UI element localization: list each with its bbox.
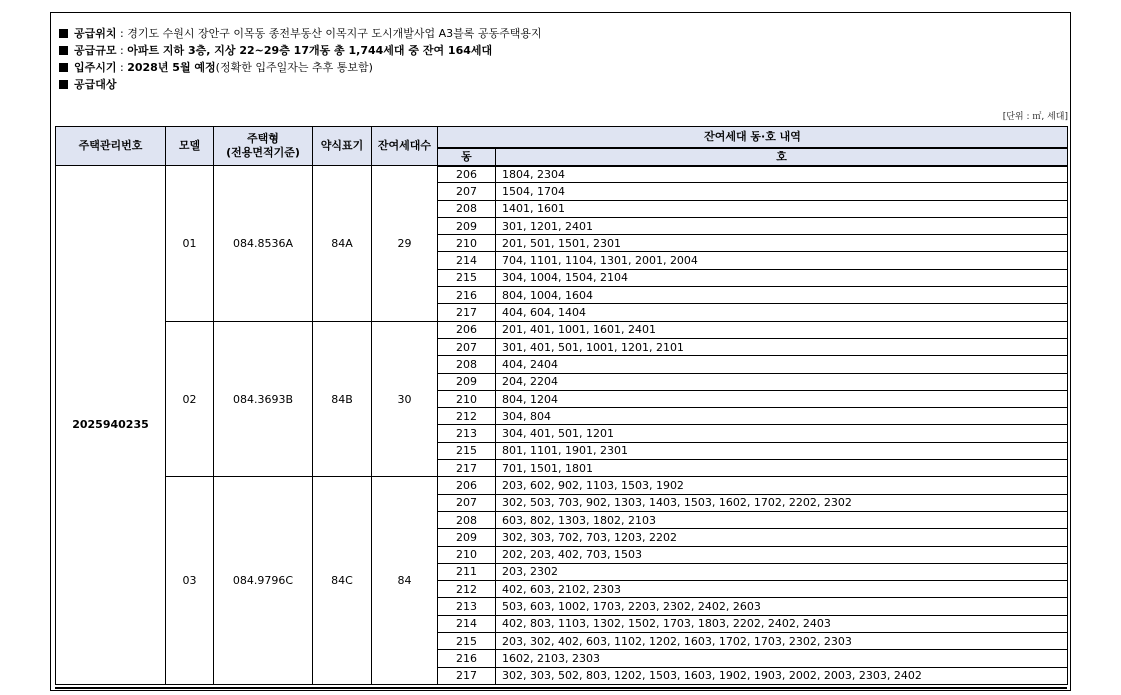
type-cell: 084.8536A xyxy=(214,166,313,322)
scale-value: 아파트 지하 3층, 지상 22~29층 17개동 총 1,744세대 중 잔여 164세대 xyxy=(127,44,493,57)
model-cell: 03 xyxy=(166,477,214,685)
separator: : xyxy=(116,27,128,40)
header-house-no: 주택관리번호 xyxy=(56,127,166,166)
header-ho: 호 xyxy=(496,148,1068,166)
header-type-main: 주택형 xyxy=(247,132,279,145)
info-scale xyxy=(59,42,542,59)
model-cell: 01 xyxy=(166,166,214,322)
scale-label: 공급규모 xyxy=(74,44,117,57)
bullet-square-icon xyxy=(59,29,68,38)
dong-cell: 215 xyxy=(438,633,496,650)
unit-note: [단위 : ㎡, 세대] xyxy=(1002,112,1068,122)
movein-value: 2028년 5월 예정 xyxy=(127,61,216,74)
remaining-cell: 30 xyxy=(372,321,438,477)
dong-cell: 207 xyxy=(438,338,496,355)
ho-cell: 1504, 1704 xyxy=(496,183,1068,200)
ho-cell: 704, 1101, 1104, 1301, 2001, 2004 xyxy=(496,252,1068,269)
dong-cell: 206 xyxy=(438,166,496,183)
info-location xyxy=(59,25,542,42)
dong-cell: 208 xyxy=(438,200,496,217)
dong-cell: 217 xyxy=(438,667,496,684)
header-type xyxy=(214,127,313,166)
location-value: 경기도 수원시 장안구 이목동 종전부동산 이목지구 도시개발사업 A3블록 공동주택용지 xyxy=(127,27,542,40)
ho-cell: 503, 603, 1002, 1703, 2203, 2302, 2402, 2603 xyxy=(496,598,1068,615)
dong-cell: 209 xyxy=(438,529,496,546)
short-cell: 84C xyxy=(313,477,372,685)
dong-cell: 213 xyxy=(438,425,496,442)
bullet-square-icon xyxy=(59,80,68,89)
ho-cell: 1804, 2304 xyxy=(496,166,1068,183)
separator: : xyxy=(116,44,128,57)
ho-cell: 302, 303, 702, 703, 1203, 2202 xyxy=(496,529,1068,546)
dong-cell: 215 xyxy=(438,269,496,286)
target-label: 공급대상 xyxy=(74,78,117,91)
location-label: 공급위치 xyxy=(74,27,117,40)
ho-cell: 402, 803, 1103, 1302, 1502, 1703, 1803, 2202, 2402, 2403 xyxy=(496,615,1068,632)
dong-cell: 215 xyxy=(438,442,496,459)
model-cell: 02 xyxy=(166,321,214,477)
dong-cell: 213 xyxy=(438,598,496,615)
ho-cell: 301, 1201, 2401 xyxy=(496,217,1068,234)
supply-info xyxy=(59,25,542,93)
dong-cell: 209 xyxy=(438,373,496,390)
type-cell: 084.9796C xyxy=(214,477,313,685)
header-short: 약식표기 xyxy=(313,127,372,166)
ho-cell: 304, 401, 501, 1201 xyxy=(496,425,1068,442)
remaining-units-table xyxy=(55,126,1068,685)
ho-cell: 204, 2204 xyxy=(496,373,1068,390)
table-row xyxy=(56,477,1068,494)
ho-cell: 302, 303, 502, 803, 1202, 1503, 1603, 1902, 1903, 2002, 2003, 2303, 2402 xyxy=(496,667,1068,684)
dong-cell: 210 xyxy=(438,390,496,407)
ho-cell: 201, 501, 1501, 2301 xyxy=(496,235,1068,252)
bullet-square-icon xyxy=(59,46,68,55)
dong-cell: 217 xyxy=(438,304,496,321)
ho-cell: 304, 1004, 1504, 2104 xyxy=(496,269,1068,286)
dong-cell: 216 xyxy=(438,287,496,304)
document-frame xyxy=(50,12,1071,691)
dong-cell: 214 xyxy=(438,615,496,632)
ho-cell: 201, 401, 1001, 1601, 2401 xyxy=(496,321,1068,338)
dong-cell: 210 xyxy=(438,546,496,563)
dong-cell: 206 xyxy=(438,477,496,494)
type-cell: 084.3693B xyxy=(214,321,313,477)
header-remaining: 잔여세대수 xyxy=(372,127,438,166)
ho-cell: 404, 604, 1404 xyxy=(496,304,1068,321)
remaining-cell: 84 xyxy=(372,477,438,685)
separator: : xyxy=(116,61,128,74)
table-body xyxy=(56,166,1068,685)
short-cell: 84B xyxy=(313,321,372,477)
ho-cell: 203, 602, 902, 1103, 1503, 1902 xyxy=(496,477,1068,494)
ho-cell: 202, 203, 402, 703, 1503 xyxy=(496,546,1068,563)
movein-note: (정확한 입주일자는 추후 통보함) xyxy=(215,61,373,74)
remaining-cell: 29 xyxy=(372,166,438,322)
header-type-sub: (전용면적기준) xyxy=(226,146,300,159)
house-no-cell: 2025940235 xyxy=(56,166,166,685)
dong-cell: 207 xyxy=(438,494,496,511)
ho-cell: 804, 1004, 1604 xyxy=(496,287,1068,304)
ho-cell: 302, 503, 703, 902, 1303, 1403, 1503, 1602, 1702, 2202, 2302 xyxy=(496,494,1068,511)
ho-cell: 301, 401, 501, 1001, 1201, 2101 xyxy=(496,338,1068,355)
dong-cell: 217 xyxy=(438,460,496,477)
ho-cell: 1401, 1601 xyxy=(496,200,1068,217)
dong-cell: 208 xyxy=(438,511,496,528)
header-dong: 동 xyxy=(438,148,496,166)
dong-cell: 206 xyxy=(438,321,496,338)
table-row xyxy=(56,321,1068,338)
ho-cell: 804, 1204 xyxy=(496,390,1068,407)
info-target xyxy=(59,76,542,93)
dong-cell: 211 xyxy=(438,563,496,580)
ho-cell: 402, 603, 2102, 2303 xyxy=(496,581,1068,598)
dong-cell: 207 xyxy=(438,183,496,200)
dong-cell: 212 xyxy=(438,408,496,425)
info-movein xyxy=(59,59,542,76)
dong-cell: 216 xyxy=(438,650,496,667)
dong-cell: 212 xyxy=(438,581,496,598)
dong-cell: 210 xyxy=(438,235,496,252)
header-detail: 잔여세대 동·호 내역 xyxy=(438,127,1068,148)
dong-cell: 214 xyxy=(438,252,496,269)
table-row xyxy=(56,166,1068,183)
short-cell: 84A xyxy=(313,166,372,322)
dong-cell: 208 xyxy=(438,356,496,373)
ho-cell: 404, 2404 xyxy=(496,356,1068,373)
ho-cell: 701, 1501, 1801 xyxy=(496,460,1068,477)
table-bottom-rule xyxy=(55,687,1067,689)
ho-cell: 603, 802, 1303, 1802, 2103 xyxy=(496,511,1068,528)
ho-cell: 801, 1101, 1901, 2301 xyxy=(496,442,1068,459)
ho-cell: 203, 2302 xyxy=(496,563,1068,580)
movein-label: 입주시기 xyxy=(74,61,117,74)
bullet-square-icon xyxy=(59,63,68,72)
header-model: 모델 xyxy=(166,127,214,166)
ho-cell: 304, 804 xyxy=(496,408,1068,425)
ho-cell: 203, 302, 402, 603, 1102, 1202, 1603, 1702, 1703, 2302, 2303 xyxy=(496,633,1068,650)
dong-cell: 209 xyxy=(438,217,496,234)
ho-cell: 1602, 2103, 2303 xyxy=(496,650,1068,667)
